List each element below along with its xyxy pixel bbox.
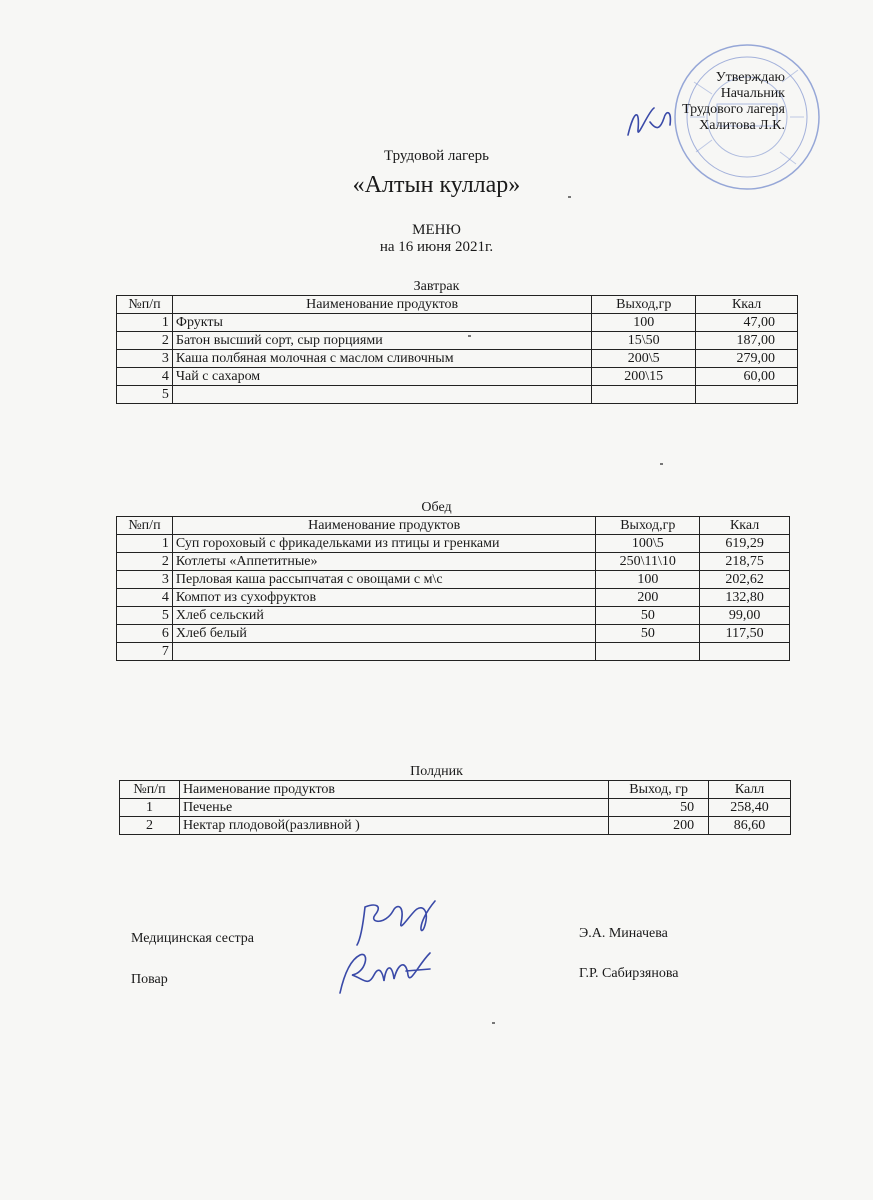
table-row [117,332,798,350]
row-number: 1 [120,799,180,817]
product-kcal: 218,75 [700,553,790,571]
product-name [172,386,591,404]
product-output: 100 [592,314,696,332]
col-header-product: Наименование продуктов [172,296,591,314]
table-row [117,589,790,607]
product-name: Каша полбяная молочная с маслом сливочным [172,350,591,368]
menu-title: МЕНЮ [412,222,461,238]
table-row [117,643,790,661]
product-name: Перловая каша рассыпчатая с овощами с м\с [172,571,596,589]
product-output: 200\5 [592,350,696,368]
row-number: 2 [117,332,173,350]
table-row [117,350,798,368]
product-kcal: 60,00 [696,368,798,386]
product-name [172,643,596,661]
snack-table [119,780,791,835]
row-number: 1 [117,535,173,553]
row-number: 2 [117,553,173,571]
row-number: 1 [117,314,173,332]
product-kcal: 117,50 [700,625,790,643]
product-name: Суп гороховый с фрикадельками из птицы и гренками [172,535,596,553]
product-kcal: 132,80 [700,589,790,607]
product-name: Компот из сухофруктов [172,589,596,607]
product-output: 50 [596,607,700,625]
cook-role: Повар [131,972,168,987]
col-header-kcal: Калл [709,781,791,799]
product-kcal: 47,00 [696,314,798,332]
product-kcal: 279,00 [696,350,798,368]
product-output [592,386,696,404]
row-number: 4 [117,589,173,607]
product-kcal: 258,40 [709,799,791,817]
row-number: 7 [117,643,173,661]
scan-speck [468,335,471,337]
approval-line-name: Халитова Л.К. [699,118,785,133]
table-row [117,571,790,589]
table-row [117,607,790,625]
row-number: 3 [117,571,173,589]
table-row [117,553,790,571]
row-number: 5 [117,386,173,404]
product-kcal: 202,62 [700,571,790,589]
table-row [120,799,791,817]
snack-title: Полдник [410,764,463,779]
camp-name: «Алтын куллар» [352,172,521,198]
nurse-role: Медицинская сестра [131,931,255,946]
product-name: Чай с сахаром [172,368,591,386]
scan-speck [660,463,663,465]
scan-speck [568,196,571,198]
product-output: 250\11\10 [596,553,700,571]
product-kcal: 187,00 [696,332,798,350]
col-header-product: Наименование продуктов [179,781,608,799]
col-header-product: Наименование продуктов [172,517,596,535]
table-row [117,625,790,643]
row-number: 3 [117,350,173,368]
col-header-number: №п/п [117,517,173,535]
approval-line-approve: Утверждаю [715,70,785,85]
nurse-signature [345,895,445,950]
approval-block [682,70,785,134]
product-name: Хлеб белый [172,625,596,643]
product-output: 100\5 [596,535,700,553]
product-name: Нектар плодовой(разливной ) [179,817,608,835]
cook-signature [330,945,440,1000]
col-header-kcal: Ккал [696,296,798,314]
table-row [117,535,790,553]
product-output: 200\15 [592,368,696,386]
product-kcal: 99,00 [700,607,790,625]
approval-signature [620,100,680,145]
table-row [117,386,798,404]
product-output: 200 [596,589,700,607]
table-row [120,817,791,835]
table-row [117,368,798,386]
product-name: Хлеб сельский [172,607,596,625]
col-header-output: Выход, гр [609,781,709,799]
product-name: Котлеты «Аппетитные» [172,553,596,571]
col-header-number: №п/п [120,781,180,799]
row-number: 4 [117,368,173,386]
row-number: 2 [120,817,180,835]
product-name: Фрукты [172,314,591,332]
scan-speck [492,1022,495,1024]
product-name: Батон высший сорт, сыр порциями [172,332,591,350]
col-header-output: Выход,гр [596,517,700,535]
product-output: 15\50 [592,332,696,350]
product-output: 50 [596,625,700,643]
product-kcal [700,643,790,661]
col-header-kcal: Ккал [700,517,790,535]
product-kcal: 619,29 [700,535,790,553]
product-output: 100 [596,571,700,589]
product-output: 200 [609,817,709,835]
product-output: 50 [609,799,709,817]
row-number: 5 [117,607,173,625]
table-row [117,314,798,332]
col-header-output: Выход,гр [592,296,696,314]
breakfast-title: Завтрак [413,279,460,294]
lunch-table [116,516,790,661]
breakfast-table [116,295,798,404]
col-header-number: №п/п [117,296,173,314]
product-name: Печенье [179,799,608,817]
product-kcal [696,386,798,404]
camp-label: Трудовой лагерь [384,148,489,164]
product-output [596,643,700,661]
approval-line-position: Начальник [720,86,785,101]
row-number: 6 [117,625,173,643]
menu-date: на 16 июня 2021г. [379,239,494,255]
approval-line-org: Трудового лагеря [682,102,785,117]
product-kcal: 86,60 [709,817,791,835]
cook-name: Г.Р. Сабирзянова [579,966,679,981]
nurse-name: Э.А. Миначева [579,926,668,941]
lunch-title: Обед [421,500,452,515]
